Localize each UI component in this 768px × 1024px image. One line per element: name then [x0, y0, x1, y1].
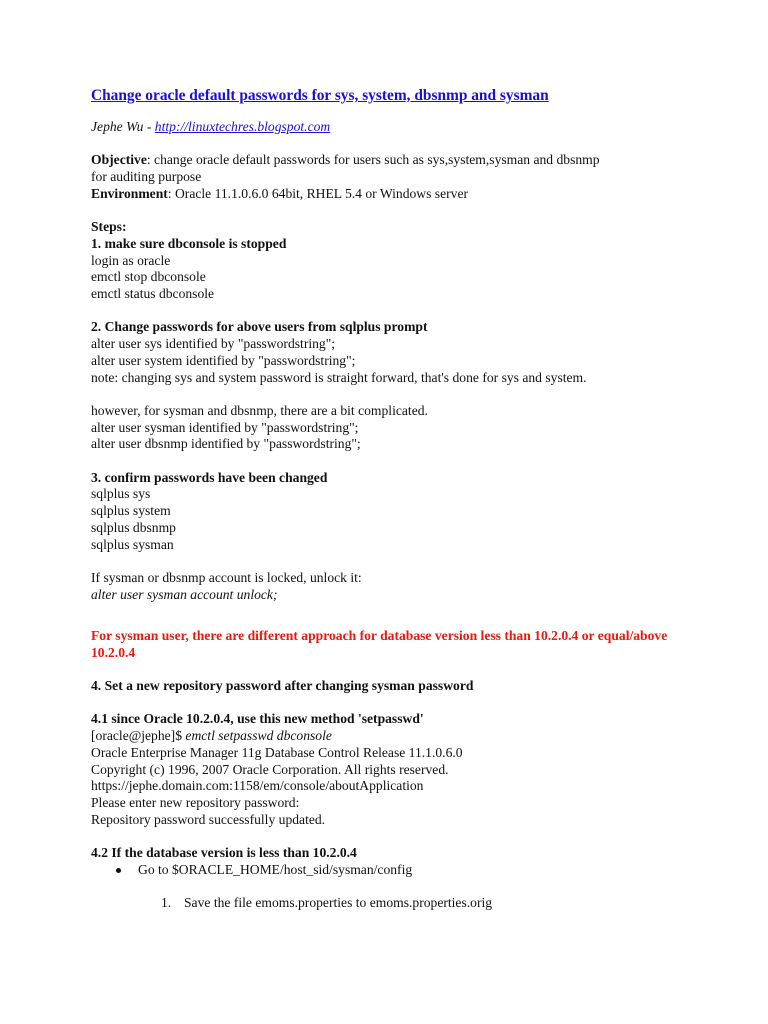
step1-line: emctl status dbconsole [91, 286, 215, 301]
numbered-item [91, 895, 691, 912]
document-title[interactable]: Change oracle default passwords for sys, system, dbsnmp and sysman [91, 87, 549, 104]
objective-label: Objective [91, 152, 147, 168]
objective-line-2: for auditing purpose [91, 169, 202, 185]
command-output-line: Oracle Enterprise Manager 11g Database Control Release 11.1.0.6.0 [91, 744, 463, 760]
author-name: Jephe Wu - [91, 119, 155, 134]
step2-heading: 2. Change passwords for above users from sqlplus prompt [91, 319, 428, 335]
step3-line: sqlplus sysman [91, 536, 174, 552]
step1-heading: 1. make sure dbconsole is stopped [91, 235, 287, 251]
item-text: Save the file emoms.properties to emoms.properties.orig [184, 895, 493, 911]
environment-label: Environment [91, 185, 168, 201]
command-output-line: Please enter new repository password: [91, 794, 300, 810]
command-output-line: Copyright (c) 1996, 2007 Oracle Corporation. All rights reserved. [91, 761, 449, 777]
document-body [91, 86, 691, 912]
objective-line [91, 152, 691, 169]
step2-line: alter user system identified by "passwordstring"; [91, 352, 356, 368]
step4-heading: 4. Set a new repository password after changing sysman password [91, 678, 474, 694]
step2-note: note: changing sys and system password is straight forward, that's done for sys and system. [91, 369, 587, 385]
version-warning: For sysman user, there are different approach for database version less than 10.2.0.4 or equal/above 10.2.0.4 [91, 627, 668, 660]
step1-line: emctl stop dbconsole [91, 269, 206, 285]
blog-link[interactable]: http://linuxtechres.blogspot.com [154, 119, 331, 134]
step2-line: however, for sysman and dbsnmp, there are a bit complicated. [91, 402, 428, 418]
environment-line [91, 186, 691, 203]
step3-line: sqlplus system [91, 503, 171, 519]
step3-line: sqlplus dbsnmp [91, 519, 176, 535]
step42-heading: 4.2 If the database version is less than 10.2.0.4 [91, 845, 357, 861]
environment-text: : Oracle 11.1.0.6.0 64bit, RHEL 5.4 or Windows server [167, 185, 469, 201]
shell-command: emctl setpasswd dbconsole [185, 728, 332, 744]
step3-line: sqlplus sys [91, 486, 151, 502]
step1-line: login as oracle [91, 252, 171, 268]
locked-note: If sysman or dbsnmp account is locked, unlock it: [91, 569, 362, 585]
bullet-item [91, 862, 691, 879]
byline [91, 119, 691, 136]
steps-label: Steps: [91, 219, 127, 235]
objective-text: : change oracle default passwords for users such as sys,system,sysman and dbsnmp [146, 152, 600, 168]
step2-line: alter user sysman identified by "passwordstring"; [91, 419, 359, 435]
item-number: 1. [161, 895, 172, 911]
bullet-text: Go to $ORACLE_HOME/host_sid/sysman/config [138, 861, 413, 877]
step3-heading: 3. confirm passwords have been changed [91, 469, 328, 485]
step2-line: alter user sys identified by "passwordstring"; [91, 336, 336, 352]
command-output-line: https://jephe.domain.com:1158/em/console/aboutApplication [91, 778, 424, 794]
step41-heading: 4.1 since Oracle 10.2.0.4, use this new method 'setpasswd' [91, 711, 424, 727]
step2-line: alter user dbsnmp identified by "passwordstring"; [91, 436, 361, 452]
unlock-command: alter user sysman account unlock; [91, 586, 278, 602]
command-output-line: Repository password successfully updated. [91, 811, 326, 827]
shell-command-line [91, 728, 691, 745]
shell-prompt: [oracle@jephe]$ [91, 728, 186, 744]
